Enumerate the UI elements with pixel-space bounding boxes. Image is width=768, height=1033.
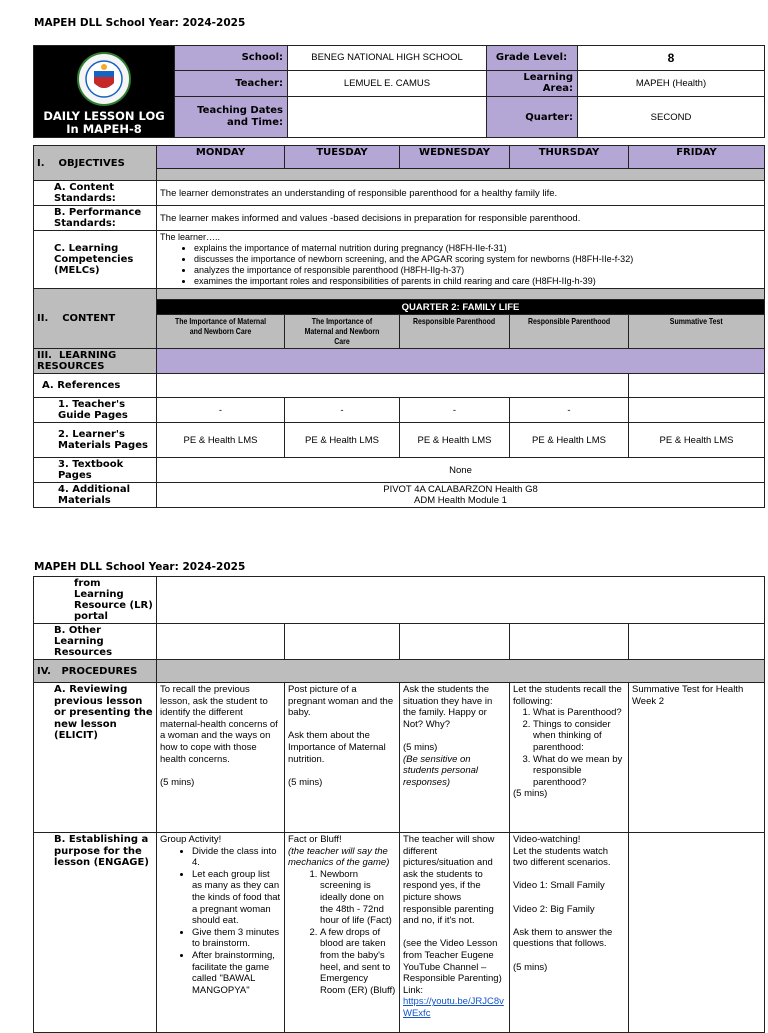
- melc-item: • explains the importance of maternal nutrition during pregnancy (H8FH-IIe-f-31): [194, 243, 761, 254]
- day-friday: FRIDAY: [629, 146, 765, 169]
- procedures-table: [33, 576, 765, 1033]
- objectives-number: I.: [37, 157, 45, 169]
- learners-materials-value: PE & Health LMS: [400, 423, 510, 458]
- lr-portal-label: from Learning Resource (LR) portal: [34, 577, 157, 624]
- elicit-monday-time: (5 mins): [160, 776, 195, 788]
- engage-label: B. Establishing a purpose for the lesson (ENGAGE): [34, 833, 157, 1033]
- teaching-dates-label: [175, 97, 288, 138]
- day-wednesday: WEDNESDAY: [400, 146, 510, 169]
- engage-wednesday-source: (see the Video Lesson from Teacher Eugene YouTube Channel – Responsible Parenting): [403, 938, 502, 985]
- elicit-tuesday-time: (5 mins): [288, 776, 323, 788]
- dll-title-line2: In MAPEH-8: [66, 122, 142, 136]
- engage-thursday-instruction: Let the students watch two different scenarios.: [513, 845, 611, 869]
- melc-label: C. Learning Competencies (MELCs): [34, 231, 157, 289]
- engage-wednesday-link[interactable]: https://youtu.be/JRJC8vWExfc: [403, 996, 504, 1019]
- content-grey-bar: [157, 289, 765, 300]
- other-resources-cell: [510, 624, 629, 660]
- elicit-monday-text: To recall the previous lesson, ask the student to identify the different maternal-health concerns of a woman and the ways on how to cope with those health concerns.: [160, 684, 278, 765]
- engage-tuesday-note: (the teacher will say the mechanics of the game): [288, 845, 390, 869]
- learners-materials-label: 2. Learner's Materials Pages: [34, 423, 157, 458]
- references-cell: [157, 374, 629, 398]
- melc-item: • examines the important roles and responsibilities of parents in child rearing and care (H8FH-IIg-h-39): [194, 276, 761, 287]
- content-heading: [34, 289, 157, 349]
- learners-materials-value: PE & Health LMS: [157, 423, 285, 458]
- engage-thursday-title: Video-watching!: [513, 834, 581, 845]
- school-label: School:: [175, 46, 288, 71]
- references-label: A. References: [34, 374, 157, 398]
- elicit-tuesday-text2: Ask them about the Importance of Maternal nutrition.: [288, 730, 386, 765]
- references-cell-friday: [629, 374, 765, 398]
- elicit-thursday-intro: Let the students recall the following:: [513, 684, 622, 707]
- deped-logo-block: [34, 46, 175, 138]
- learners-materials-value: PE & Health LMS: [629, 423, 765, 458]
- engage-monday-item: • After brainstorming, facilitate the game called "BAWAL MANGOPYA": [192, 950, 281, 996]
- teacher-label: Teacher:: [175, 70, 288, 97]
- topic-tuesday: The Importance of Maternal and Newborn Care: [304, 316, 380, 346]
- topic-cell: [629, 315, 765, 349]
- quarter-label: Quarter:: [487, 97, 578, 138]
- engage-tuesday: [285, 833, 400, 1033]
- topic-friday: Summative Test: [670, 316, 723, 326]
- learning-resources-heading: [34, 349, 157, 374]
- elicit-thursday-time: (5 mins): [513, 788, 548, 800]
- other-resources-cell: [629, 624, 765, 660]
- engage-wednesday: [400, 833, 510, 1033]
- elicit-friday-text: Summative Test for Health Week 2: [632, 684, 744, 707]
- textbook-value: None: [157, 458, 765, 483]
- other-resources-cell: [157, 624, 285, 660]
- engage-monday-item: • Divide the class into 4.: [192, 846, 281, 869]
- engage-monday-item: • Let each group list as many as they can the kinds of food that a pregnant woman should eat.: [192, 869, 281, 927]
- textbook-label: 3. Textbook Pages: [34, 458, 157, 483]
- procedures-label: PROCEDURES: [61, 665, 138, 677]
- elicit-label: A. Reviewing previous lesson or presenting the new lesson (ELICIT): [34, 683, 157, 833]
- learning-area-label: [487, 70, 578, 97]
- quarter-banner: QUARTER 2: FAMILY LIFE: [157, 300, 765, 315]
- other-resources-label: B. Other Learning Resources: [34, 624, 157, 660]
- day-thursday: THURSDAY: [510, 146, 629, 169]
- elicit-tuesday: [285, 683, 400, 833]
- performance-standards-label: B. Performance Standards:: [34, 206, 157, 231]
- teachers-guide-label: 1. Teacher's Guide Pages: [34, 398, 157, 423]
- elicit-wednesday: [400, 683, 510, 833]
- topic-thursday: Responsible Parenthood: [527, 316, 611, 326]
- elicit-friday: [629, 683, 765, 833]
- objectives-grey-bar: [157, 169, 765, 181]
- engage-friday: [629, 833, 765, 1033]
- quarter-value: SECOND: [578, 97, 765, 138]
- learning-area-label-line1: Learning: [523, 72, 573, 84]
- topic-cell: [510, 315, 629, 349]
- topic-monday: The Importance of Maternal and Newborn Care: [174, 316, 267, 336]
- engage-monday-item: • Give them 3 minutes to brainstorm.: [192, 927, 281, 950]
- elicit-wednesday-text: Ask the students the situation they have in the family. Happy or Not? Why?: [403, 684, 493, 730]
- elicit-wednesday-note: (Be sensitive on students personal responses): [403, 753, 478, 788]
- melc-item: • discusses the importance of newborn screening, and the APGAR scoring system for newborns (H8FH-IIe-f-32): [194, 254, 761, 265]
- day-tuesday: TUESDAY: [285, 146, 400, 169]
- engage-tuesday-item: 2. A few drops of blood are taken from the baby's heel, and sent to Emergency Room (ER) (Bluff): [320, 927, 396, 997]
- procedures-number: IV.: [37, 665, 51, 677]
- teaching-dates-label-line2: and Time:: [227, 117, 283, 129]
- engage-wednesday-text: The teacher will show different pictures/situation and ask the students to respond yes, if the picture shows responsible parenting and no, if it's not.: [403, 834, 495, 927]
- engage-wednesday-link-label: Link:: [403, 984, 424, 996]
- page-title: MAPEH DLL School Year: 2024-2025: [34, 561, 246, 573]
- additional-materials-line1: PIVOT 4A CALABARZON Health G8: [383, 484, 538, 495]
- additional-materials-value: [157, 483, 765, 508]
- content-number: II.: [37, 313, 49, 324]
- topic-cell: [285, 315, 400, 349]
- lr-portal-cell: [157, 577, 765, 624]
- learning-area-value: MAPEH (Health): [578, 70, 765, 97]
- melc-intro: The learner…..: [160, 232, 221, 242]
- teaching-dates-label-line1: Teaching Dates: [197, 105, 283, 117]
- elicit-thursday-item: 1. What is Parenthood?: [533, 707, 627, 719]
- procedures-grey-bar: [157, 660, 765, 683]
- engage-thursday-time: (5 mins): [513, 961, 548, 973]
- teacher-value: LEMUEL E. CAMUS: [288, 70, 487, 97]
- grade-level-value: 8: [578, 46, 765, 71]
- additional-materials-label: 4. Additional Materials: [34, 483, 157, 508]
- engage-thursday-questions: Ask them to answer the questions that follows.: [513, 926, 613, 950]
- dll-title-line1: DAILY LESSON LOG: [43, 109, 165, 123]
- melc-cell: [157, 231, 765, 289]
- engage-thursday: [510, 833, 629, 1033]
- elicit-thursday: [510, 683, 629, 833]
- page-title: MAPEH DLL School Year: 2024-2025: [34, 17, 246, 29]
- teachers-guide-value: -: [157, 398, 285, 423]
- elicit-tuesday-text1: Post picture of a pregnant woman and the baby.: [288, 684, 394, 719]
- objectives-label: OBJECTIVES: [58, 157, 125, 169]
- lesson-log-table: [33, 145, 765, 508]
- elicit-monday: [157, 683, 285, 833]
- performance-standards-text: The learner makes informed and values -based decisions in preparation for responsible parenthood.: [157, 206, 765, 231]
- teachers-guide-value: -: [285, 398, 400, 423]
- grade-level-label: Grade Level:: [487, 46, 578, 71]
- teachers-guide-value: [629, 398, 765, 423]
- school-value: BENEG NATIONAL HIGH SCHOOL: [288, 46, 487, 71]
- deped-seal-icon: [72, 51, 136, 107]
- learners-materials-value: PE & Health LMS: [510, 423, 629, 458]
- teachers-guide-value: -: [400, 398, 510, 423]
- other-resources-cell: [400, 624, 510, 660]
- engage-tuesday-intro: Fact or Bluff!: [288, 834, 342, 845]
- engage-monday-intro: Group Activity!: [160, 834, 222, 845]
- teaching-dates-value: [288, 97, 487, 138]
- objectives-heading: [34, 146, 157, 181]
- learning-resources-label: LEARNING RESOURCES: [37, 350, 117, 372]
- topic-wednesday: Responsible Parenthood: [413, 316, 496, 326]
- day-monday: MONDAY: [157, 146, 285, 169]
- learning-area-label-line2: Area:: [542, 83, 573, 95]
- content-standards-label: A. Content Standards:: [34, 181, 157, 206]
- engage-thursday-video1: Video 1: Small Family: [513, 880, 605, 892]
- elicit-thursday-item: 2. Things to consider when thinking of parenthood:: [533, 719, 627, 754]
- content-label: CONTENT: [62, 313, 116, 324]
- topic-cell: [400, 315, 510, 349]
- additional-materials-line2: ADM Health Module 1: [414, 495, 507, 506]
- engage-thursday-video2: Video 2: Big Family: [513, 903, 595, 915]
- procedures-heading: [34, 660, 157, 683]
- elicit-thursday-item: 3. What do we mean by responsible parenthood?: [533, 754, 627, 789]
- header-table: [33, 45, 765, 138]
- topic-cell: [157, 315, 285, 349]
- other-resources-cell: [285, 624, 400, 660]
- learners-materials-value: PE & Health LMS: [285, 423, 400, 458]
- engage-tuesday-item: 1. Newborn screening is ideally done on the 48th - 72nd hour of life (Fact): [320, 869, 396, 927]
- melc-item: • analyzes the importance of responsible parenthood (H8FH-IIg-h-37): [194, 265, 761, 276]
- teachers-guide-value: -: [510, 398, 629, 423]
- learning-resources-number: III.: [37, 350, 52, 361]
- elicit-wednesday-time: (5 mins): [403, 741, 438, 753]
- content-standards-text: The learner demonstrates an understanding of responsible parenthood for a healthy family life.: [157, 181, 765, 206]
- engage-monday: [157, 833, 285, 1033]
- learning-resources-bar: [157, 349, 765, 374]
